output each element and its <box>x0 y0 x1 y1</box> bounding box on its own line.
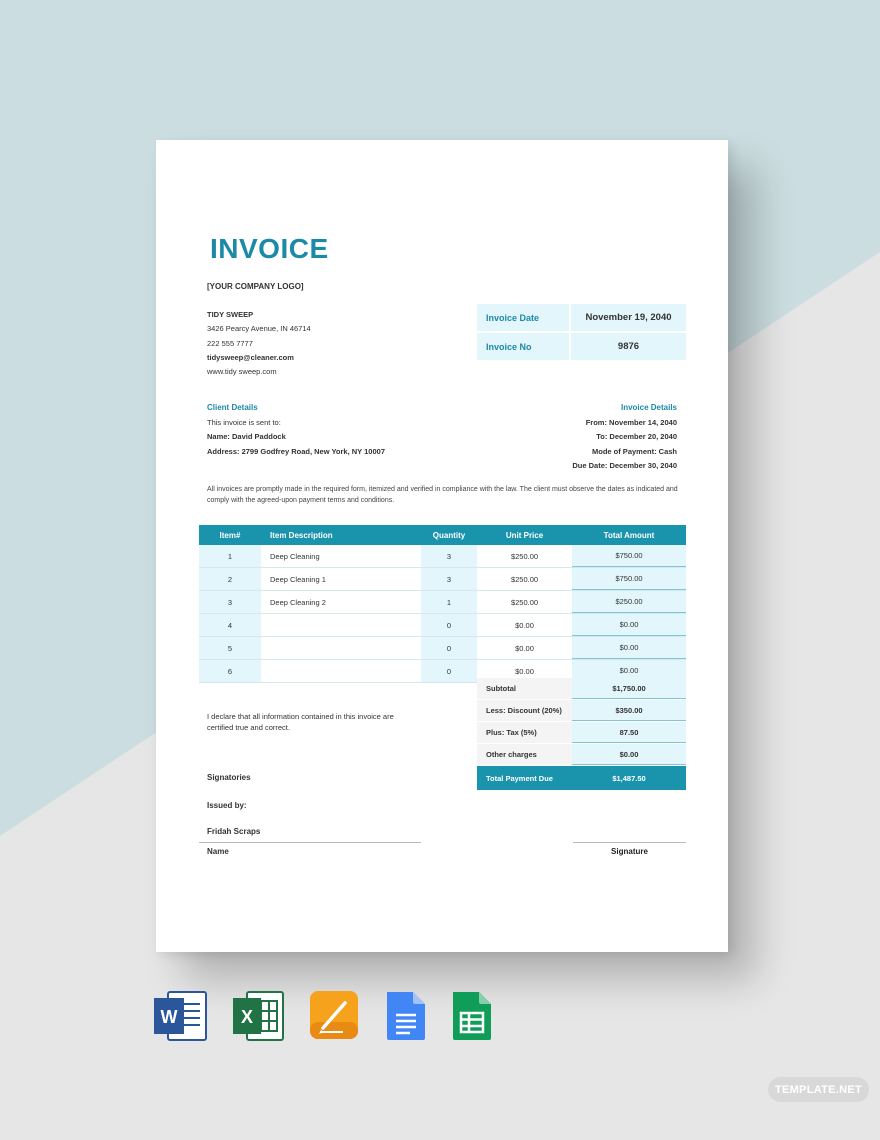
company-address: 3426 Pearcy Avenue, IN 46714 <box>207 324 311 334</box>
totals-label: Total Payment Due <box>477 766 572 790</box>
other-charges-row <box>477 744 686 765</box>
client-details <box>207 401 385 459</box>
cell-unit-price: $250.00 <box>510 574 539 584</box>
totals-value: $1,487.50 <box>572 766 686 790</box>
cell-quantity: 3 <box>421 568 477 590</box>
cell-description: Deep Cleaning 2 <box>270 597 326 607</box>
table-row <box>199 614 686 637</box>
cell-quantity: 3 <box>421 545 477 567</box>
invoice-details <box>572 401 677 474</box>
invoice-sheet <box>156 140 728 952</box>
google-sheets-icon[interactable] <box>451 990 493 1047</box>
subtotal-row <box>477 678 686 699</box>
company-info <box>207 308 311 379</box>
totals-label: Plus: Tax (5%) <box>477 722 572 743</box>
word-icon[interactable] <box>152 990 208 1047</box>
cell-total: $0.00 <box>572 660 686 682</box>
cell-item-number: 1 <box>199 545 261 567</box>
cell-item-number: 2 <box>199 568 261 590</box>
cell-total: $250.00 <box>572 591 686 613</box>
declaration-text: I declare that all information contained in this invoice are certified true and correct. <box>207 712 394 732</box>
invoice-title: INVOICE <box>210 233 329 264</box>
meta-row-date <box>477 304 686 331</box>
header-total: Total Amount <box>603 530 655 540</box>
cell-quantity: 1 <box>421 591 477 613</box>
company-name: TIDY SWEEP <box>207 310 254 319</box>
table-row <box>199 545 686 568</box>
excel-icon[interactable] <box>231 990 287 1047</box>
client-heading: Client Details <box>207 403 258 412</box>
cell-unit-price: $250.00 <box>510 551 539 561</box>
header-quantity: Quantity <box>432 530 466 540</box>
items-header-row <box>199 525 686 545</box>
cell-description <box>261 660 421 682</box>
invoice-meta <box>477 304 686 362</box>
cell-unit-price: $0.00 <box>515 666 534 676</box>
signature-line <box>573 842 686 843</box>
details-to: To: December 20, 2040 <box>596 432 677 441</box>
invoice-notice: All invoices are promptly made in the required form, itemized and verified in compliance with the law. The client must observe the dates as indicated and comply with the agreed-upon payment terms and conditions. <box>207 486 678 504</box>
details-heading: Invoice Details <box>620 403 677 412</box>
totals-label: Subtotal <box>477 678 572 699</box>
header-description: Item Description <box>270 530 333 540</box>
totals-table <box>477 678 686 791</box>
signature-label: Signature <box>611 847 648 856</box>
client-sent-to: This invoice is sent to: <box>207 417 281 427</box>
cell-total: $0.00 <box>572 614 686 636</box>
meta-label: Invoice No <box>477 333 569 360</box>
header-item-number: Item# <box>219 530 241 540</box>
totals-value: $0.00 <box>572 744 686 765</box>
google-docs-icon[interactable] <box>385 990 427 1047</box>
svg-text:W: W <box>160 1007 178 1027</box>
meta-value: 9876 <box>571 333 686 360</box>
details-due: Due Date: December 30, 2040 <box>572 461 677 470</box>
totals-label: Other charges <box>477 744 572 765</box>
issued-by-label: Issued by: <box>207 801 247 810</box>
discount-row <box>477 700 686 721</box>
total-due-row <box>477 766 686 790</box>
details-payment: Mode of Payment: Cash <box>591 446 677 456</box>
totals-value: $350.00 <box>572 700 686 721</box>
issuer-name: Fridah Scraps <box>207 827 261 836</box>
cell-total: $750.00 <box>572 545 686 567</box>
pages-icon[interactable] <box>309 990 361 1047</box>
cell-description: Deep Cleaning 1 <box>270 574 326 584</box>
cell-item-number: 3 <box>199 591 261 613</box>
client-name: Name: David Paddock <box>207 432 286 441</box>
cell-unit-price: $250.00 <box>510 597 539 607</box>
name-line <box>199 842 421 843</box>
cell-item-number: 6 <box>199 660 261 682</box>
tax-row <box>477 722 686 743</box>
name-label: Name <box>207 847 229 856</box>
table-row <box>199 568 686 591</box>
table-row <box>199 637 686 660</box>
items-table <box>199 525 686 683</box>
client-address: Address: 2799 Godfrey Road, New York, NY 10007 <box>207 446 385 456</box>
totals-value: 87.50 <box>572 722 686 743</box>
totals-value: $1,750.00 <box>572 678 686 699</box>
cell-quantity: 0 <box>421 660 477 682</box>
svg-text:X: X <box>240 1007 254 1027</box>
signatories-label: Signatories <box>207 773 251 782</box>
cell-description <box>261 637 421 659</box>
company-phone: 222 555 7777 <box>207 338 253 348</box>
cell-total: $0.00 <box>572 637 686 659</box>
items-body <box>199 545 686 683</box>
company-logo-placeholder: [YOUR COMPANY LOGO] <box>207 282 304 291</box>
cell-total: $750.00 <box>572 568 686 590</box>
meta-value: November 19, 2040 <box>571 304 686 331</box>
totals-label: Less: Discount (20%) <box>477 700 572 721</box>
cell-quantity: 0 <box>421 637 477 659</box>
cell-unit-price: $0.00 <box>515 620 534 630</box>
cell-description <box>261 614 421 636</box>
company-email: tidysweep@cleaner.com <box>207 352 294 362</box>
cell-description: Deep Cleaning <box>270 551 320 561</box>
table-row <box>199 591 686 614</box>
cell-item-number: 5 <box>199 637 261 659</box>
cell-item-number: 4 <box>199 614 261 636</box>
cell-quantity: 0 <box>421 614 477 636</box>
template-net-badge[interactable]: TEMPLATE.NET <box>768 1077 869 1102</box>
header-unit-price: Unit Price <box>505 530 544 540</box>
meta-row-number <box>477 333 686 360</box>
meta-label: Invoice Date <box>477 304 569 331</box>
details-from: From: November 14, 2040 <box>585 417 677 427</box>
company-website: www.tidy sweep.com <box>207 367 277 377</box>
cell-unit-price: $0.00 <box>515 643 534 653</box>
